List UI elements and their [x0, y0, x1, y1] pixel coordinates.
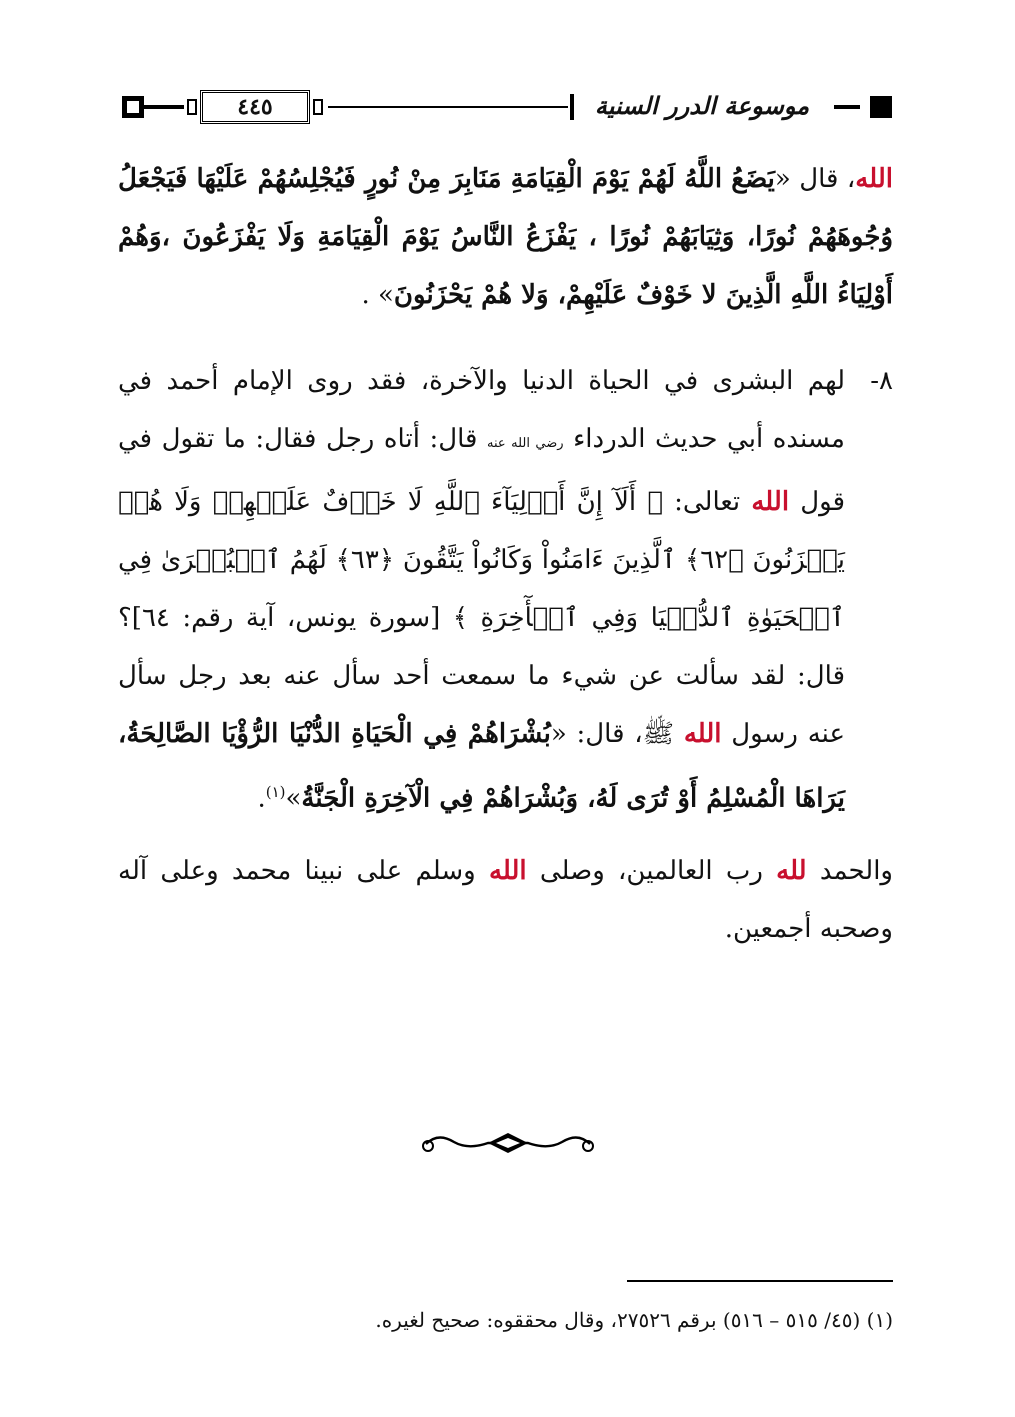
allah-name: الله	[683, 719, 722, 749]
closing-paragraph: والحمد لله رب العالمين، وصلى الله وسلم على نبينا محمد وعلى آله وصحبه أجمعين.	[118, 855, 893, 944]
footnote-reference[interactable]: (١)	[265, 783, 286, 801]
page-content	[118, 150, 893, 958]
header-square-outline	[122, 96, 144, 118]
footnote-separator	[627, 1280, 893, 1282]
header-rule	[144, 105, 184, 109]
footnote: (١) (٤٥/ ٥١٥ – ٥١٦) برقم ٢٧٥٢٦، وقال محققوه: صحيح لغيره.	[375, 1308, 893, 1332]
allah-name: الله	[488, 855, 527, 886]
allah-name: الله	[855, 164, 893, 194]
allah-name: الله	[751, 487, 790, 517]
header-title: موسوعة الدرر السنية	[594, 91, 810, 120]
page-header	[118, 88, 896, 130]
hadith-text: بُشْرَاهُمْ فِي الْحَيَاةِ الدُّنْيَا الرُّؤْيَا الصَّالِحَةُ، يَرَاهَا الْمُسْلِمُ أَوْ تُرَى لَهُ، وَبُشْرَاهُمْ فِي الْآخِرَةِ الْجَنَّةُ	[118, 719, 845, 814]
numbered-paragraph: ٨- لهم البشرى في الحياة الدنيا والآخرة، فقد روى الإمام أحمد في مسنده أبي حديث الدرداء رضي الله عنه قال: أتاه رجل فقال: ما تقول في قول الله تعالى: ﴿ أَلَآ إِنَّ أَوۡلِيَآءَ ٱللَّهِ لَا خَوۡفٌ عَلَيۡهِمۡ وَلَا هُمۡ يَحۡزَنُونَ ﴿٦٢﴾ ٱلَّذِينَ ءَامَنُواْ وَكَانُواْ يَتَّقُونَ ﴿٦٣﴾ لَهُمُ ٱلۡبُشۡرَىٰ فِي ٱلۡحَيَوٰةِ ٱلدُّنۡيَا وَفِي ٱلۡأٓخِرَةِ ﴾ [سورة يونس، آية رقم: ٦٤]؟ قال: لقد سألت عن شيء ما سمعت أحد سأل عنه بعد رجل سأل عنه رسول الله ﷺ، قال: «بُشْرَاهُمْ فِي الْحَيَاةِ الدُّنْيَا الرُّؤْيَا الصَّالِحَةُ، يَرَاهَا الْمُسْلِمُ أَوْ تُرَى لَهُ، وَبُشْرَاهُمْ فِي الْآخِرَةِ الْجَنَّةُ»$^{(١)}$.	[118, 352, 893, 828]
header-rule	[834, 105, 860, 109]
item-number: ٨-	[870, 366, 893, 396]
hadith-paragraph: الله، قال «يَضَعُ اللَّهُ لَهُمْ يَوْمَ الْقِيَامَةِ مَنَابِرَ مِنْ نُورٍ فَيُجْلِسُهُمْ عَلَيْهَا فَيَجْعَلُ وُجُوهَهُمْ نُورًا، وَثِيَابَهُمْ نُورًا ، يَفْزَعُ النَّاسُ يَوْمَ الْقِيَامَةِ وَلَا يَفْزَعُونَ ،وَهُمْ أَوْلِيَاءُ اللَّهِ الَّذِينَ لا خَوْفٌ عَلَيْهِمْ، وَلا هُمْ يَحْزَنُونَ» .	[118, 164, 893, 310]
section-end-ornament	[418, 1128, 598, 1158]
quran-verse: أَلَآ إِنَّ أَوۡلِيَآءَ ٱللَّهِ لَا خَوۡفٌ عَلَيۡهِمۡ وَلَا هُمۡ يَحۡزَنُونَ ﴿٦٢﴾ ٱلَّذِينَ ءَامَنُواْ وَكَانُواْ يَتَّقُونَ ﴿٦٣﴾ لَهُمُ ٱلۡبُشۡرَىٰ فِي ٱلۡحَيَوٰةِ ٱلدُّنۡيَا وَفِي ٱلۡأٓخِرَةِ	[118, 487, 846, 633]
hadith-text: يَضَعُ اللَّهُ لَهُمْ يَوْمَ الْقِيَامَةِ مَنَابِرَ مِنْ نُورٍ فَيُجْلِسُهُمْ عَلَيْهَا فَيَجْعَلُ وُجُوهَهُمْ نُورًا، وَثِيَابَهُمْ نُورًا ، يَفْزَعُ النَّاسُ يَوْمَ الْقِيَامَةِ وَلَا يَفْزَعُونَ ،وَهُمْ أَوْلِيَاءُ اللَّهِ الَّذِينَ لا خَوْفٌ عَلَيْهِمْ، وَلا هُمْ يَحْزَنُونَ	[118, 164, 893, 310]
page-number: ٤٤٥	[200, 90, 310, 124]
allah-name: لله	[776, 855, 807, 886]
honorific-glyph: رضي الله عنه	[487, 436, 564, 451]
header-tick	[570, 94, 574, 120]
header-rule	[328, 106, 568, 108]
header-square-filled	[870, 96, 892, 118]
